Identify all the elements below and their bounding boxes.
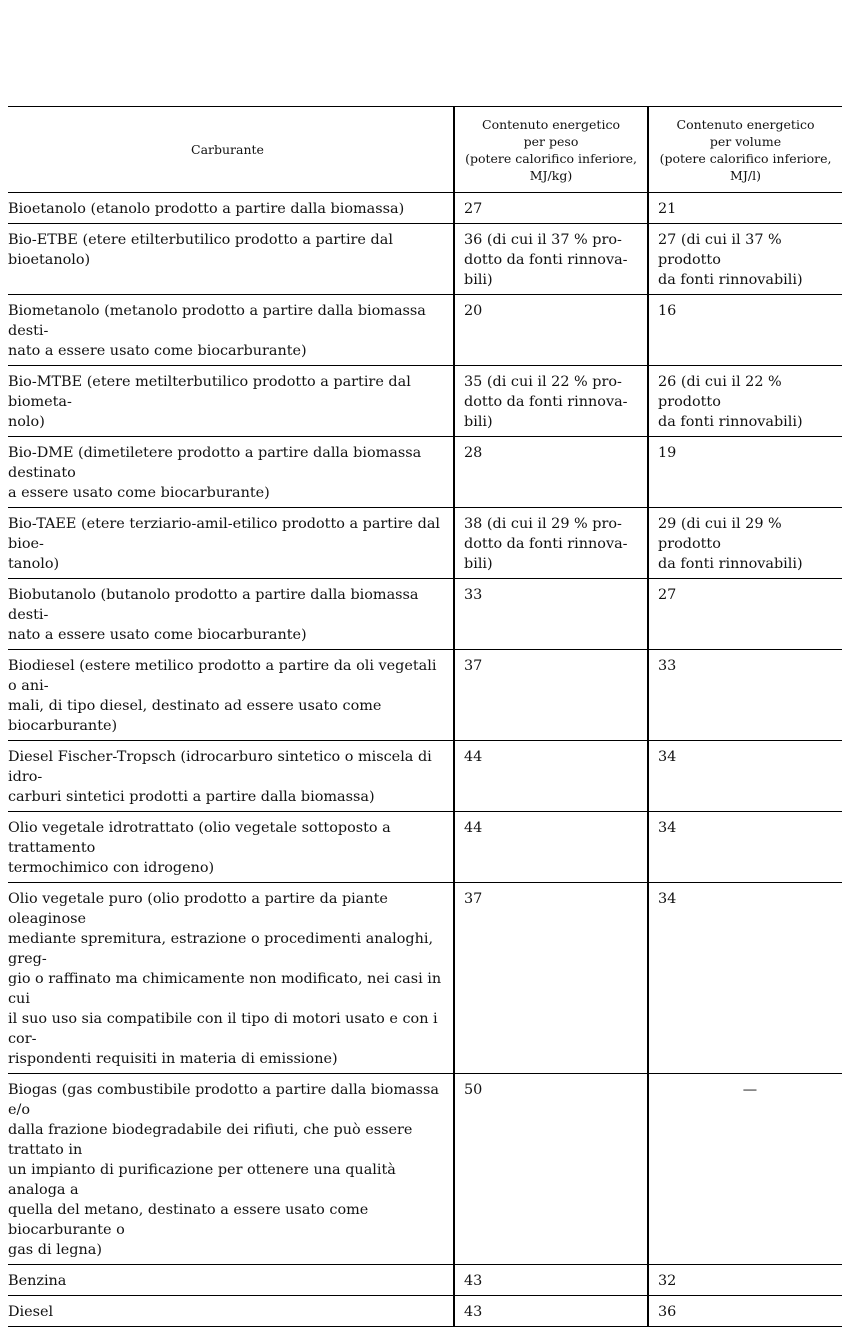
fuel-cell: Bio-ETBE (etere etilterbutilico prodotto a partire dal bioetanolo) — [8, 224, 454, 295]
volume-cell: 34 — [648, 883, 842, 1074]
volume-cell: — — [648, 1074, 842, 1265]
table-row — [8, 1074, 842, 1265]
volume-cell: 36 — [648, 1296, 842, 1327]
weight-cell: 27 — [454, 193, 648, 224]
fuel-cell: Bio-DME (dimetiletere prodotto a partire dalla biomassa destinato a essere usato come biocarburante) — [8, 437, 454, 508]
volume-cell: 34 — [648, 741, 842, 812]
fuel-cell: Olio vegetale idrotrattato (olio vegetale sottoposto a trattamento termochimico con idrogeno) — [8, 812, 454, 883]
header-fuel: Carburante — [8, 107, 454, 193]
volume-cell: 33 — [648, 650, 842, 741]
weight-cell: 37 — [454, 883, 648, 1074]
fuel-cell: Olio vegetale puro (olio prodotto a partire da piante oleaginose mediante spremitura, estrazione o procedimenti analoghi, greg- gio o raffinato ma chimicamente non modificato, nei casi in cui il suo uso sia compatibile con il tipo di motori usato e con i cor- rispondenti requisiti in materia di emissione) — [8, 883, 454, 1074]
weight-cell: 44 — [454, 741, 648, 812]
weight-cell: 44 — [454, 812, 648, 883]
volume-cell: 34 — [648, 812, 842, 883]
table-row — [8, 1296, 842, 1327]
table-row — [8, 650, 842, 741]
fuel-cell: Bio-MTBE (etere metilterbutilico prodotto a partire dal biometa- nolo) — [8, 366, 454, 437]
weight-cell: 20 — [454, 295, 648, 366]
weight-cell: 43 — [454, 1265, 648, 1296]
header-energy-per-weight: Contenuto energetico per peso (potere calorifico inferiore, MJ/kg) — [454, 107, 648, 193]
fuel-cell: Benzina — [8, 1265, 454, 1296]
table-row — [8, 741, 842, 812]
weight-cell: 43 — [454, 1296, 648, 1327]
fuel-cell: Biodiesel (estere metilico prodotto a partire da oli vegetali o ani- mali, di tipo diesel, destinato ad essere usato come biocarburante) — [8, 650, 454, 741]
volume-cell: 27 (di cui il 37 % prodotto da fonti rinnovabili) — [648, 224, 842, 295]
weight-cell: 50 — [454, 1074, 648, 1265]
fuel-cell: Biobutanolo (butanolo prodotto a partire dalla biomassa desti- nato a essere usato come biocarburante) — [8, 579, 454, 650]
fuel-cell: Diesel Fischer-Tropsch (idrocarburo sintetico o miscela di idro- carburi sintetici prodotti a partire dalla biomassa) — [8, 741, 454, 812]
fuel-cell: Biometanolo (metanolo prodotto a partire dalla biomassa desti- nato a essere usato come biocarburante) — [8, 295, 454, 366]
table-row — [8, 508, 842, 579]
weight-cell: 28 — [454, 437, 648, 508]
volume-cell: 27 — [648, 579, 842, 650]
table-row — [8, 295, 842, 366]
volume-cell: 21 — [648, 193, 842, 224]
fuel-cell: Biogas (gas combustibile prodotto a partire dalla biomassa e/o dalla frazione biodegradabile dei rifiuti, che può essere trattato in un impianto di purificazione per ottenere una qualità analoga a quella del metano, destinato a essere usato come biocarburante o gas di legna) — [8, 1074, 454, 1265]
table-row — [8, 193, 842, 224]
table-row — [8, 437, 842, 508]
header-energy-per-volume: Contenuto energetico per volume (potere calorifico inferiore, MJ/l) — [648, 107, 842, 193]
table-header-row — [8, 107, 842, 193]
table-row — [8, 812, 842, 883]
weight-cell: 35 (di cui il 22 % pro- dotto da fonti rinnova- bili) — [454, 366, 648, 437]
fuel-cell: Bio-TAEE (etere terziario-amil-etilico prodotto a partire dal bioe- tanolo) — [8, 508, 454, 579]
table-row — [8, 224, 842, 295]
volume-cell: 16 — [648, 295, 842, 366]
table-row — [8, 366, 842, 437]
energy-content-table — [8, 106, 842, 1327]
volume-cell: 19 — [648, 437, 842, 508]
weight-cell: 37 — [454, 650, 648, 741]
fuel-cell: Bioetanolo (etanolo prodotto a partire dalla biomassa) — [8, 193, 454, 224]
weight-cell: 33 — [454, 579, 648, 650]
volume-cell: 32 — [648, 1265, 842, 1296]
table-row — [8, 579, 842, 650]
volume-cell: 29 (di cui il 29 % prodotto da fonti rinnovabili) — [648, 508, 842, 579]
fuel-cell: Diesel — [8, 1296, 454, 1327]
weight-cell: 36 (di cui il 37 % pro- dotto da fonti rinnova- bili) — [454, 224, 648, 295]
volume-cell: 26 (di cui il 22 % prodotto da fonti rinnovabili) — [648, 366, 842, 437]
weight-cell: 38 (di cui il 29 % pro- dotto da fonti rinnova- bili) — [454, 508, 648, 579]
table-row — [8, 883, 842, 1074]
table-row — [8, 1265, 842, 1296]
